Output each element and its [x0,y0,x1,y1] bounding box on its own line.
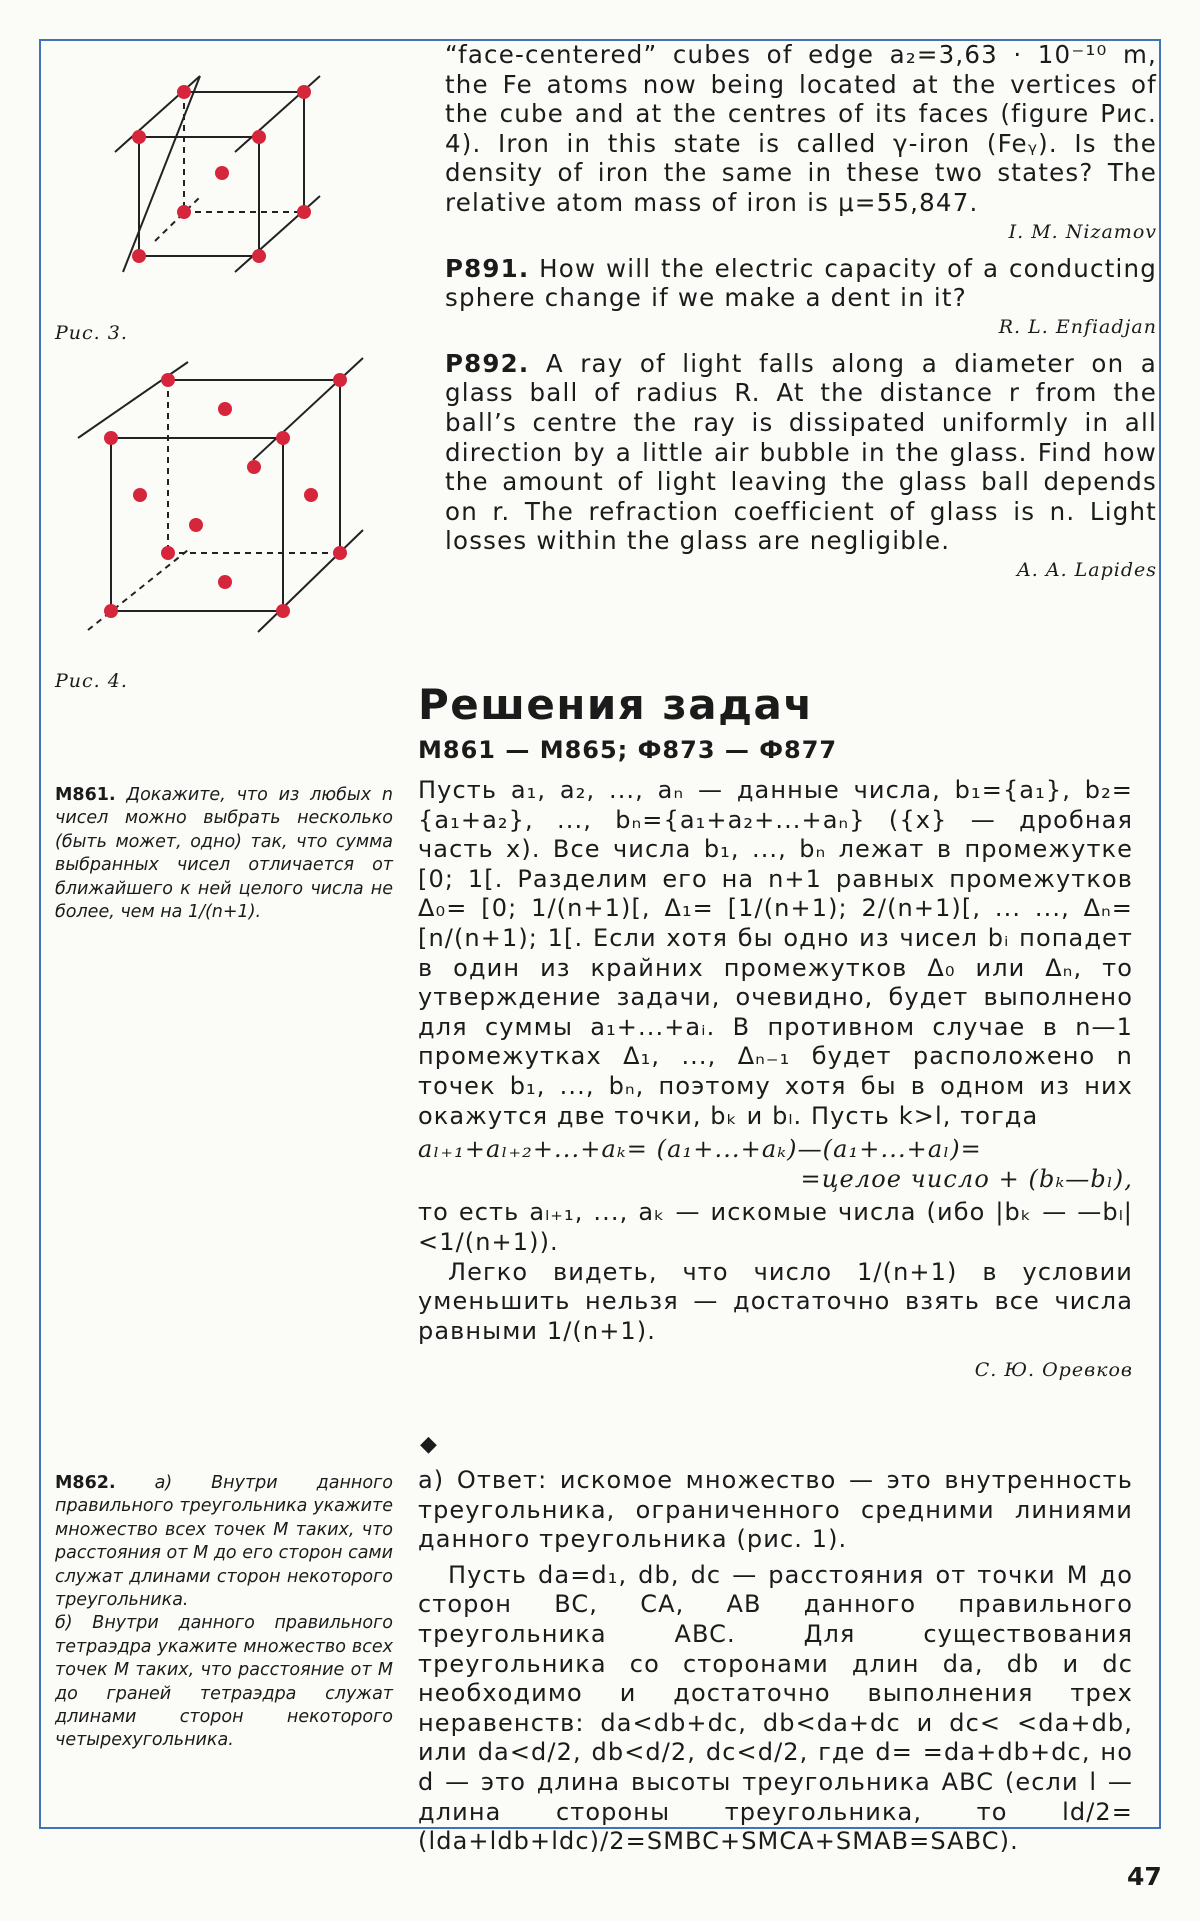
section-diamond-marker: ◆ [420,1432,437,1457]
figure-3-bcc-cube [95,60,345,280]
m861-solution-p3: Легко видеть, что число 1/(n+1) в условии уменьшить нельзя — достаточно взять все числа равными 1/(n+1). [418,1257,1133,1345]
m861-note-id: M861. [55,785,116,805]
m862-solution-text: Пусть da=d₁, db, dc — расстояния от точки M до сторон BC, CA, AB данного правильного треугольника ABC. Для существования треугольника со сторонами длин da, db и dc необходимо и достаточно выполнения трех неравенств: da<db+dc, db<da+dc и dc< <da+db, или da<d/2, db<d/2, dc<d/2, где d= =da+db+dc, но d — это длина высоты треугольника ABC (если l — длина стороны треугольника, то ld/2=(lda+ldb+ldc)/2=SMBC+SMCA+SMAB=SABC). [418,1560,1133,1856]
m862-note-b: б) Внутри данного правильного тетраэдра укажите множество всех точек M таких, что расстояние от M до граней тетраэдра служат длинами сторон некоторого четырехугольника. [55,1613,393,1751]
section-title: Решения задач [418,680,814,729]
author-enfiadjan: R. L. Enfiadjan [998,315,1157,338]
m862-note-id: M862. [55,1473,116,1493]
m861-problem-note [55,784,393,924]
m861-note-text: Докажите, что из любых n чисел можно выбрать несколько (быть может, одно) так, что сумма выбранных чисел отличается от ближайшего к ней целого числа не более, чем на 1/(n+1). [55,785,393,923]
problem-text-p892: A ray of light falls along a diameter on a glass ball of radius R. At the distance r from the ball’s centre the ray is dissipated uniformly in all direction by a little air bubble in the glass. Find how the amount of light leaving the glass ball depends on r. The refraction coefficient of glass is n. Light losses within the glass are negligible. [445,348,1157,556]
m862-answer: а) Ответ: искомое множество — это внутренность треугольника, ограниченного средними линиями данного треугольника (рис. 1). [418,1466,1133,1554]
m861-solution-p1: Пусть a₁, a₂, ..., aₙ — данные числа, b₁={a₁}, b₂={a₁+a₂}, ..., bₙ={a₁+a₂+...+aₙ} ({x} — дробная часть x). Все числа b₁, ..., bₙ лежат в промежутке [0; 1[. Разделим его на n+1 равных промежутков Δ₀= [0; 1/(n+1)[, Δ₁= [1/(n+1); 2/(n+1)[, ... ..., Δₙ= [n/(n+1); 1[. Если хотя бы одно из чисел bᵢ попадет в один из крайних промежутков Δ₀ или Δₙ, то утверждение задачи, очевидно, будет выполнено для суммы a₁+...+aᵢ. В противном случае в n—1 промежутках Δ₁, ..., Δₙ₋₁ будет расположено n точек b₁, ..., bₙ, поэтому хотя бы в одном из них окажутся две точки, bₖ и bₗ. Пусть k>l, тогда [418,776,1133,1130]
figure-3-caption: Рис. 3. [55,322,128,344]
m861-solution-p2: то есть aₗ₊₁, ..., aₖ — искомые числа (ибо |bₖ — —bₗ|<1/(n+1)). [418,1198,1133,1256]
m861-equation [418,1135,1133,1194]
page-number: 47 [1127,1862,1162,1891]
figure-4-caption: Рис. 4. [55,670,128,692]
problem-id-p892: P892. [445,348,530,378]
m861-author: С. Ю. Оревков [974,1359,1133,1382]
problems-column [445,40,1157,584]
problem-p891 [445,254,1157,313]
m861-eq-line1: aₗ₊₁+aₗ₊₂+...+aₖ= (a₁+...+aₖ)—(a₁+...+aₗ)= [418,1135,982,1164]
m862-note-a: а) Внутри данного правильного треугольника укажите множество всех точек M таких, что расстояния от M до его сторон сами служат длинами сторон некоторого треугольника. [55,1473,393,1611]
problem-text-p891: How will the electric capacity of a conducting sphere change if we make a dent in it? [445,253,1157,313]
author-lapides: A. A. Lapides [1017,558,1157,581]
m861-solution [418,776,1133,1384]
m861-eq-line2: =целое число + (bₖ—bₗ), [800,1164,1133,1193]
m862-problem-note [55,1472,393,1753]
problem-p892 [445,349,1157,556]
problem-id-p891: P891. [445,253,530,283]
figure-4-fcc-cube [58,350,388,640]
problem-continuation: “face-centered” cubes of edge a₂=3,63 · 10⁻¹⁰ m, the Fe atoms now being located at the vertices of the cube and at the centres of its faces (figure Рис. 4). Iron in this state is called γ-iron (Feᵧ). Is the density of iron the same in these two states? The relative atom mass of iron is μ=55,847. [445,40,1157,217]
m862-solution [418,1466,1133,1857]
author-nizamov: I. M. Nizamov [1008,220,1157,243]
section-subtitle: M861 — M865; Ф873 — Ф877 [418,736,838,764]
